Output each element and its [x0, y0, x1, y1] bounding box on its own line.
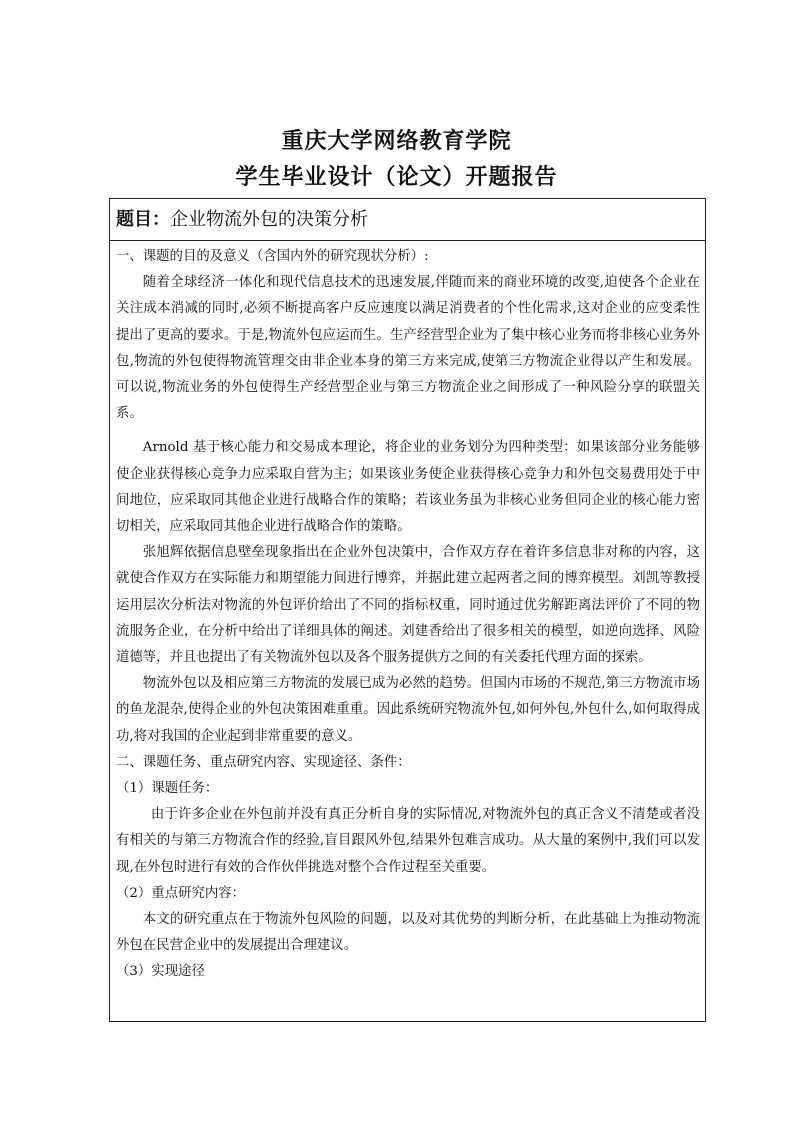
report-table	[109, 198, 706, 1022]
report-title: 学生毕业设计（论文）开题报告	[235, 165, 558, 190]
section2-heading: 二、课题任务、重点研究内容、实现途径、条件：	[116, 754, 411, 770]
section1-heading: 一、课题的目的及意义（含国内外的研究现状分析）:	[116, 249, 429, 264]
school-title: 重庆大学网络教育学院	[281, 129, 512, 154]
task-text: 由于许多企业在外包前并没有真正分析自身的实际情况,对物流外包的真正含义不清楚或者没有相关的与第三方物流合作的经验,盲目跟风外包,结果外包难言成功。从大量的案例中,我们可以发现,在外包时进行有效的合作伙伴挑选对整个合作过程至关重要。	[116, 807, 700, 875]
section1-paragraph-4: 物流外包以及相应第三方物流的发展已成为必然的趋势。但国内市场的不规范,第三方物流市场的鱼龙混杂,使得企业的外包决策困难重重。因此系统研究物流外包,如何外包,外包什么,如何取得成功,将对我国的企业起到非常重要的意义。	[116, 676, 700, 744]
topic-label: 题目：	[116, 209, 170, 230]
topic-value: 企业物流外包的决策分析	[170, 209, 368, 230]
section1-paragraph-1: 随着全球经济一体化和现代信息技术的迅速发展,伴随而来的商业环境的改变,迫使各个企业在关注成本消减的同时,必须不断提高客户反应速度以满足消费者的个性化需求,这对企业的应变柔性提出了更高的要求。于是,物流外包应运而生。生产经营型企业为了集中核心业务而将非核心业务外包,物流的外包使得物流管理交由非企业本身的第三方来完成,使第三方物流企业得以产生和发展。可以说,物流业务的外包使得生产经营型企业与第三方物流企业之间形成了一种风险分享的联盟关系。	[116, 275, 700, 422]
focus-text: 本文的研究重点在于物流外包风险的问题，以及对其优势的判断分析，在此基础上为推动物流外包在民营企业中的发展提出合理建议。	[116, 912, 700, 954]
section1-paragraph-2: Arnold 基于核心能力和交易成本理论，将企业的业务划分为四种类型：如果该部分业务能够使企业获得核心竞争力应采取自营为主；如果该业务使企业获得核心竞争力和外包交易费用处于中间地位，应采取同其他企业进行战略合作的策略；若该业务虽为非核心业务但同企业的核心能力密切相关，应采取同其他企业进行战略合作的策略。	[116, 440, 700, 535]
approach-label: （3）实现途径	[116, 964, 205, 980]
task-label: （1）课题任务：	[116, 781, 219, 797]
focus-label: （2）重点研究内容：	[116, 885, 246, 901]
report-content	[110, 244, 705, 986]
topic-row	[110, 199, 705, 241]
section1-paragraph-3: 张旭辉依据信息壁垒现象指出在企业外包决策中，合作双方存在着许多信息非对称的内容，这就使合作双方在实际能力和期望能力间进行博弈，并据此建立起两者之间的博弈模型。刘凯等教授运用层次分析法对物流的外包评价给出了不同的指标权重，同时通过优劣解距离法评价了不同的物流服务企业，在分析中给出了详细具体的阐述。刘建香给出了很多相关的模型，如逆向选择、风险道德等，并且也提出了有关物流外包以及各个服务提供方之间的有关委托代理方面的探索。	[116, 545, 700, 666]
